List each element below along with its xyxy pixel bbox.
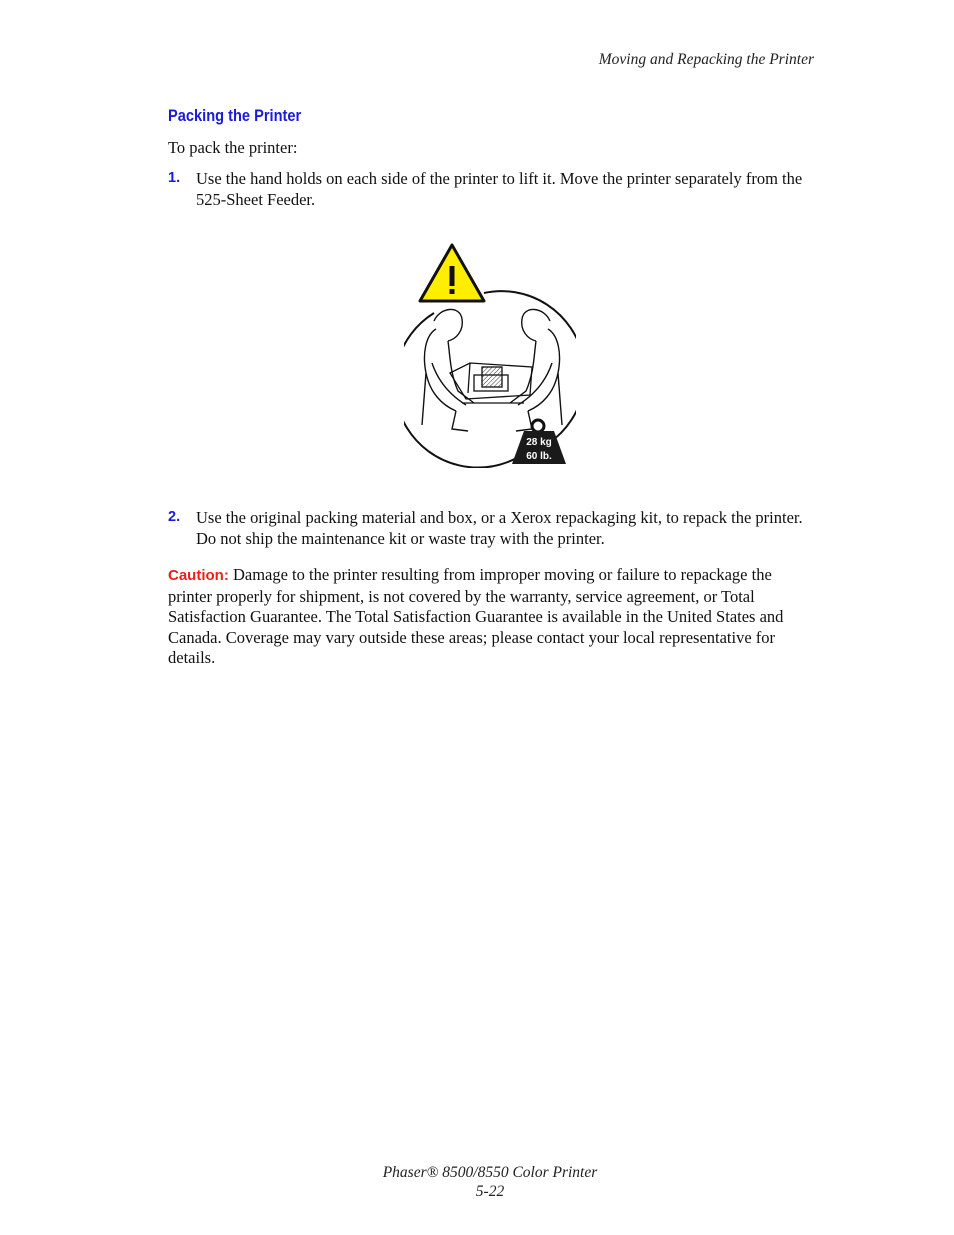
step-number: 2. [168, 509, 181, 525]
footer-product: Phaser® 8500/8550 Color Printer [382, 1164, 598, 1181]
step-number: 1. [168, 170, 181, 186]
step-2 [168, 508, 813, 549]
two-person-lift-figure [404, 243, 576, 468]
weight-tag-icon [512, 420, 566, 464]
footer-page-number: 5-22 [475, 1183, 505, 1200]
intro-text: To pack the printer: [168, 138, 298, 157]
weight-lb-label: 60 lb. [526, 451, 552, 462]
step-1 [168, 169, 813, 210]
caution-note [168, 565, 813, 669]
printer-icon [450, 363, 532, 403]
section-title: Packing the Printer [168, 106, 302, 125]
caution-text: Damage to the printer resulting from improper moving or failure to repackage the printer properly for shipment, is not covered by the warranty, service agreement, or Total Satisfaction Guarantee. The Total Satisfaction Guarantee is available in the United States and Canada. Coverage may vary outside these areas; please contact your local representative for details. [168, 565, 784, 667]
weight-kg-label: 28 kg [526, 437, 552, 448]
caution-label: Caution: [168, 567, 229, 584]
person-right-icon [510, 309, 562, 431]
page-footer [0, 1163, 954, 1201]
running-header: Moving and Repacking the Printer [598, 51, 814, 68]
warning-triangle-icon [420, 245, 484, 301]
person-left-icon [422, 309, 474, 431]
step-text: Use the original packing material and box, or a Xerox repackaging kit, to repack the printer. Do not ship the maintenance kit or waste tray with the printer. [196, 508, 803, 548]
step-text: Use the hand holds on each side of the printer to lift it. Move the printer separately from the 525-Sheet Feeder. [196, 169, 803, 209]
